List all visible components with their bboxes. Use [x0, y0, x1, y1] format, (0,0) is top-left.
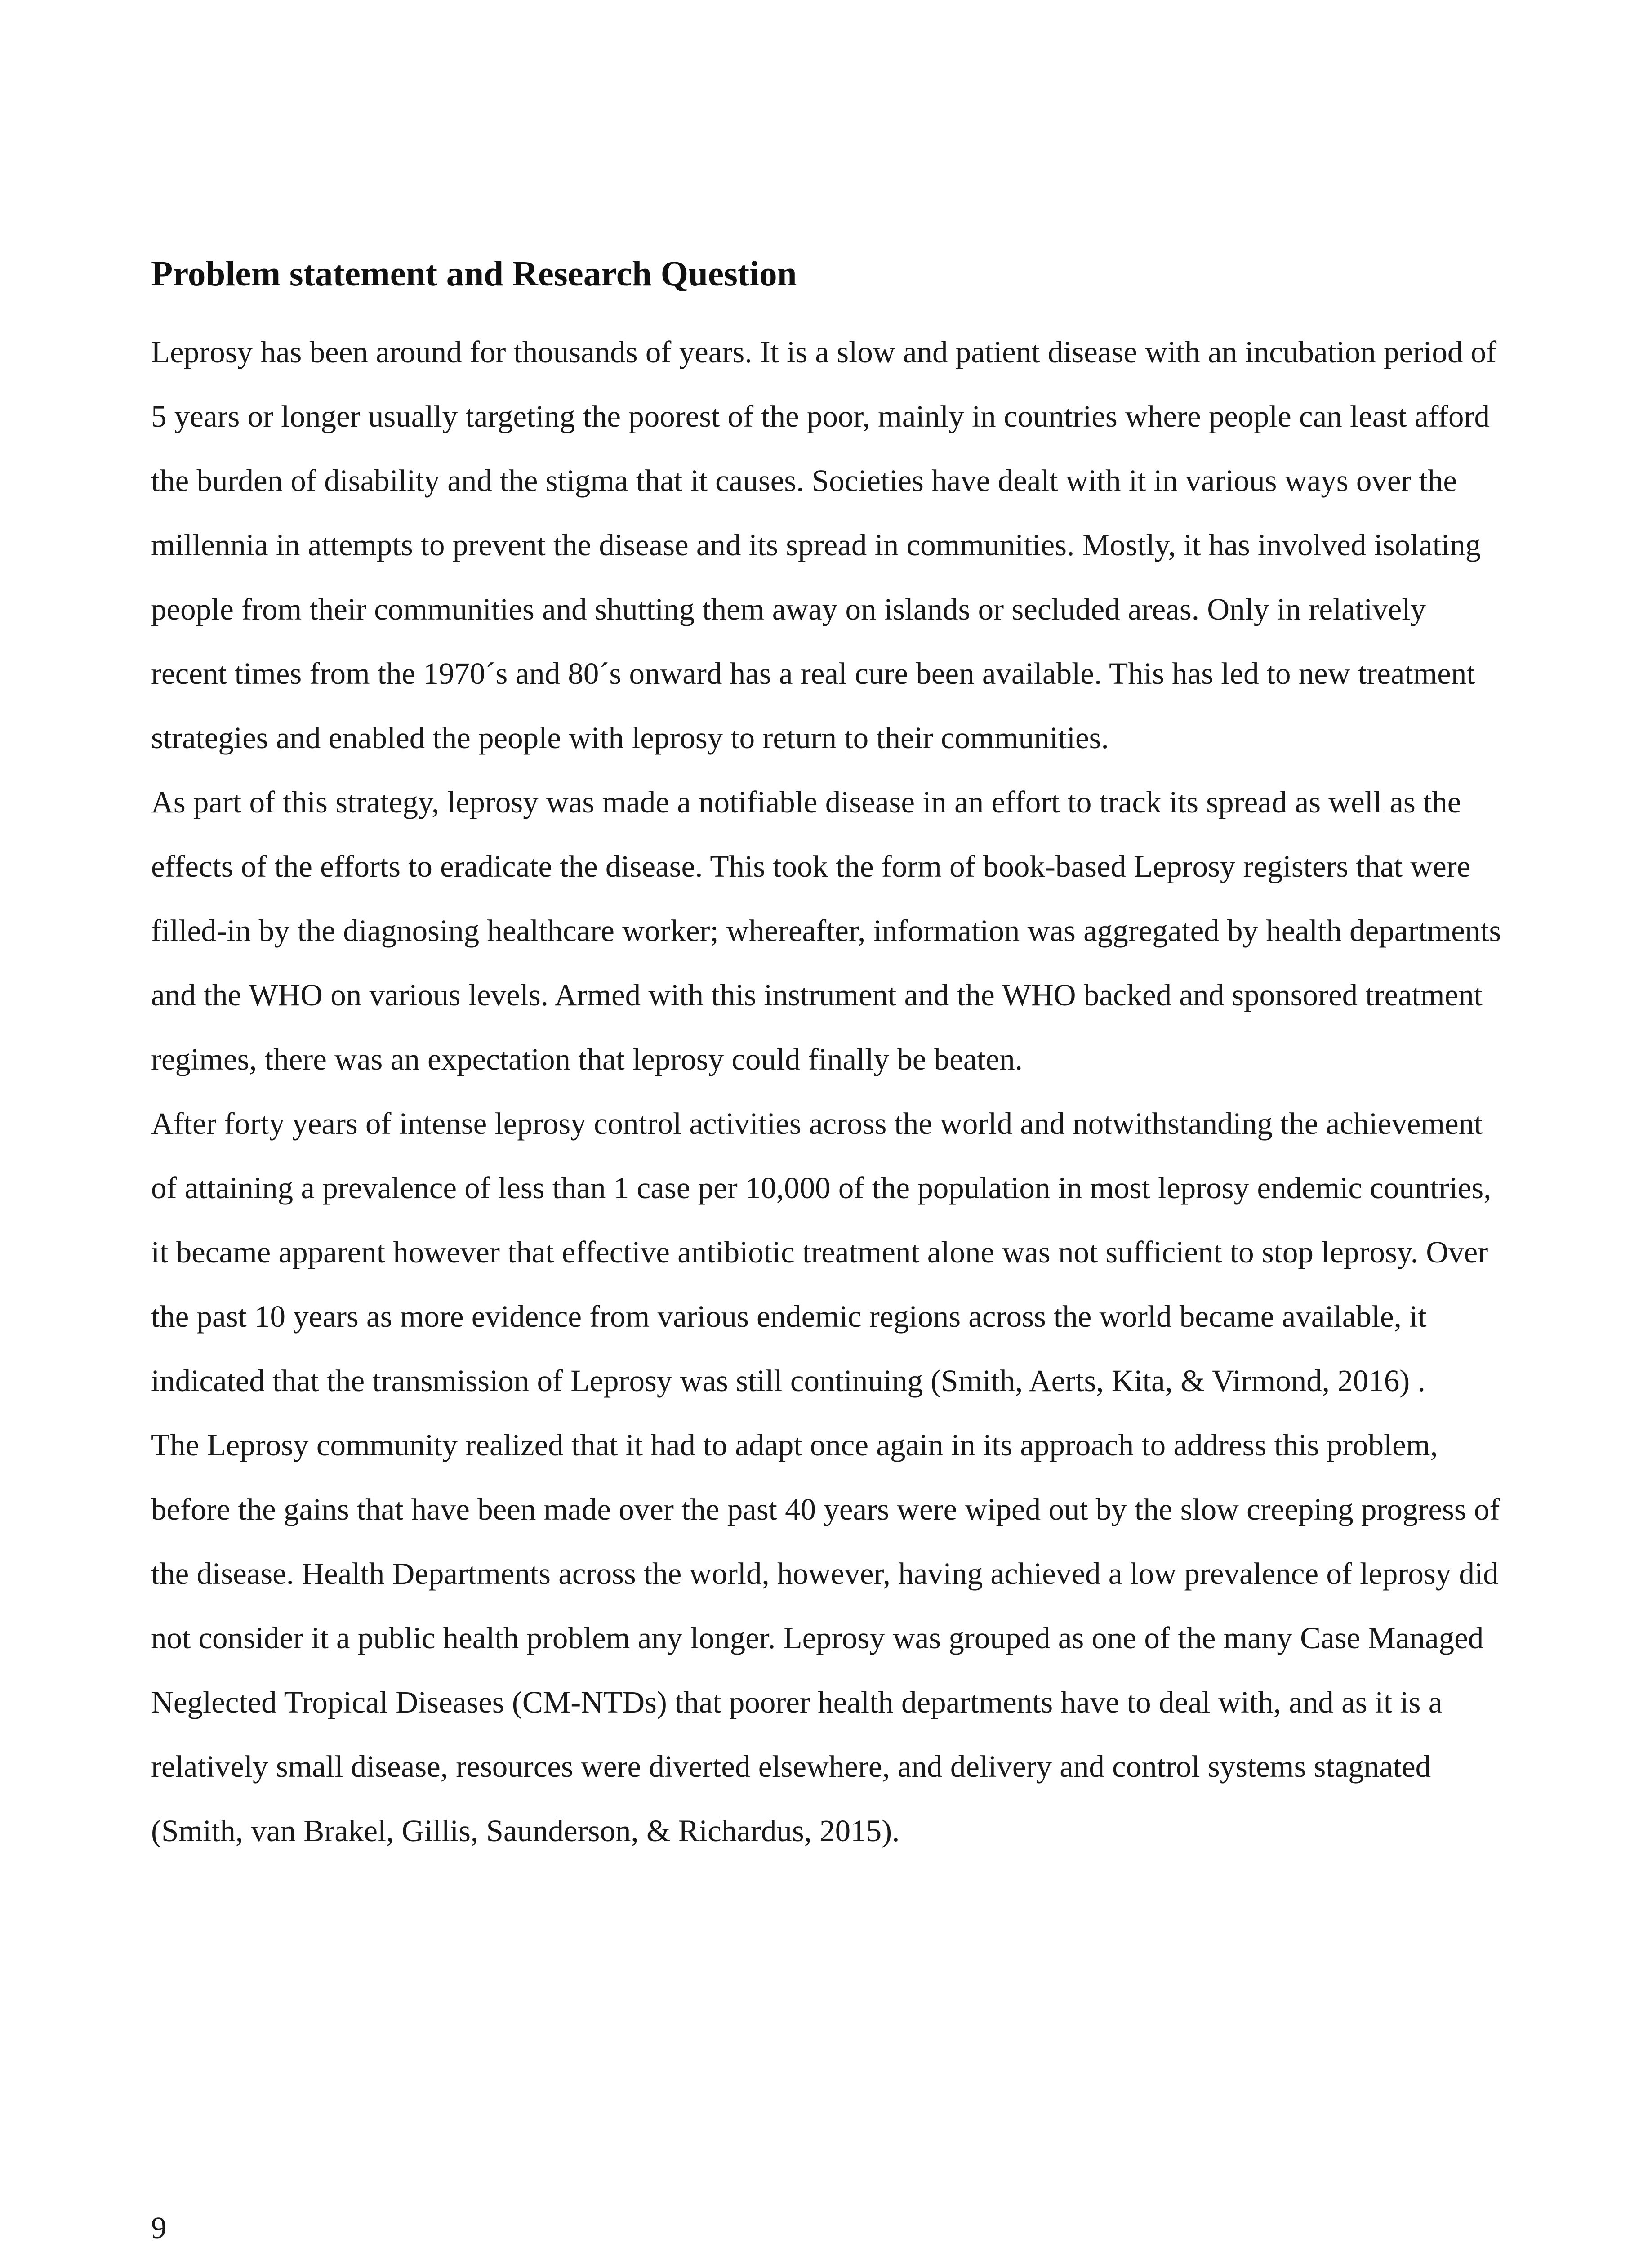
paragraph-community-adaptation: The Leprosy community realized that it had to adapt once again in its approach to address this problem, before the gains that have been made over the past 40 years were wiped out by the slow creeping progress of the disease. Health Departments across the world, however, having achieved a low prevalence of leprosy did not consider it a public health problem any longer. Leprosy was grouped as one of the many Case Managed Neglected Tropical Diseases (CM-NTDs) that poorer health departments have to deal with, and as it is a relatively small disease, resources were diverted elsewhere, and delivery and control systems stagnated (Smith, van Brakel, Gillis, Saunderson, & Richardus, 2015). [151, 1428, 1500, 1848]
paragraph-transmission-continuing: After forty years of intense leprosy control activities across the world and notwithstanding the achievement of attaining a prevalence of less than 1 case per 10,000 of the population in most leprosy endemic countries, it became apparent however that effective antibiotic treatment alone was not sufficient to stop leprosy. Over the past 10 years as more evidence from various endemic regions across the world became available, it indicated that the transmission of Leprosy was still continuing (Smith, Aerts, Kita, & Virmond, 2016) . [151, 1106, 1492, 1398]
section-heading: Problem statement and Research Question [151, 254, 797, 294]
page-number: 9 [151, 2211, 167, 2245]
paragraph-notifiable-disease: As part of this strategy, leprosy was made a notifiable disease in an effort to track its spread as well as the effects of the efforts to eradicate the disease. This took the form of book-based Leprosy registers that were filled-in by the diagnosing healthcare worker; whereafter, information was aggregated by health departments and the WHO on various levels. Armed with this instrument and the WHO backed and sponsored treatment regimes, there was an expectation that leprosy could finally be beaten. [151, 785, 1501, 1076]
paragraph-leprosy-history: Leprosy has been around for thousands of years. It is a slow and patient disease with an incubation period of 5 years or longer usually targeting the poorest of the poor, mainly in countries where people can least afford the burden of disability and the stigma that it causes. Societies have dealt with it in various ways over the millennia in attempts to prevent the disease and its spread in communities. Mostly, it has involved isolating people from their communities and shutting them away on islands or secluded areas. Only in relatively recent times from the 1970´s and 80´s onward has a real cure been available. This has led to new treatment strategies and enabled the people with leprosy to return to their communities. [151, 335, 1497, 755]
page-content [151, 243, 1504, 1863]
body-text [151, 320, 1504, 1863]
